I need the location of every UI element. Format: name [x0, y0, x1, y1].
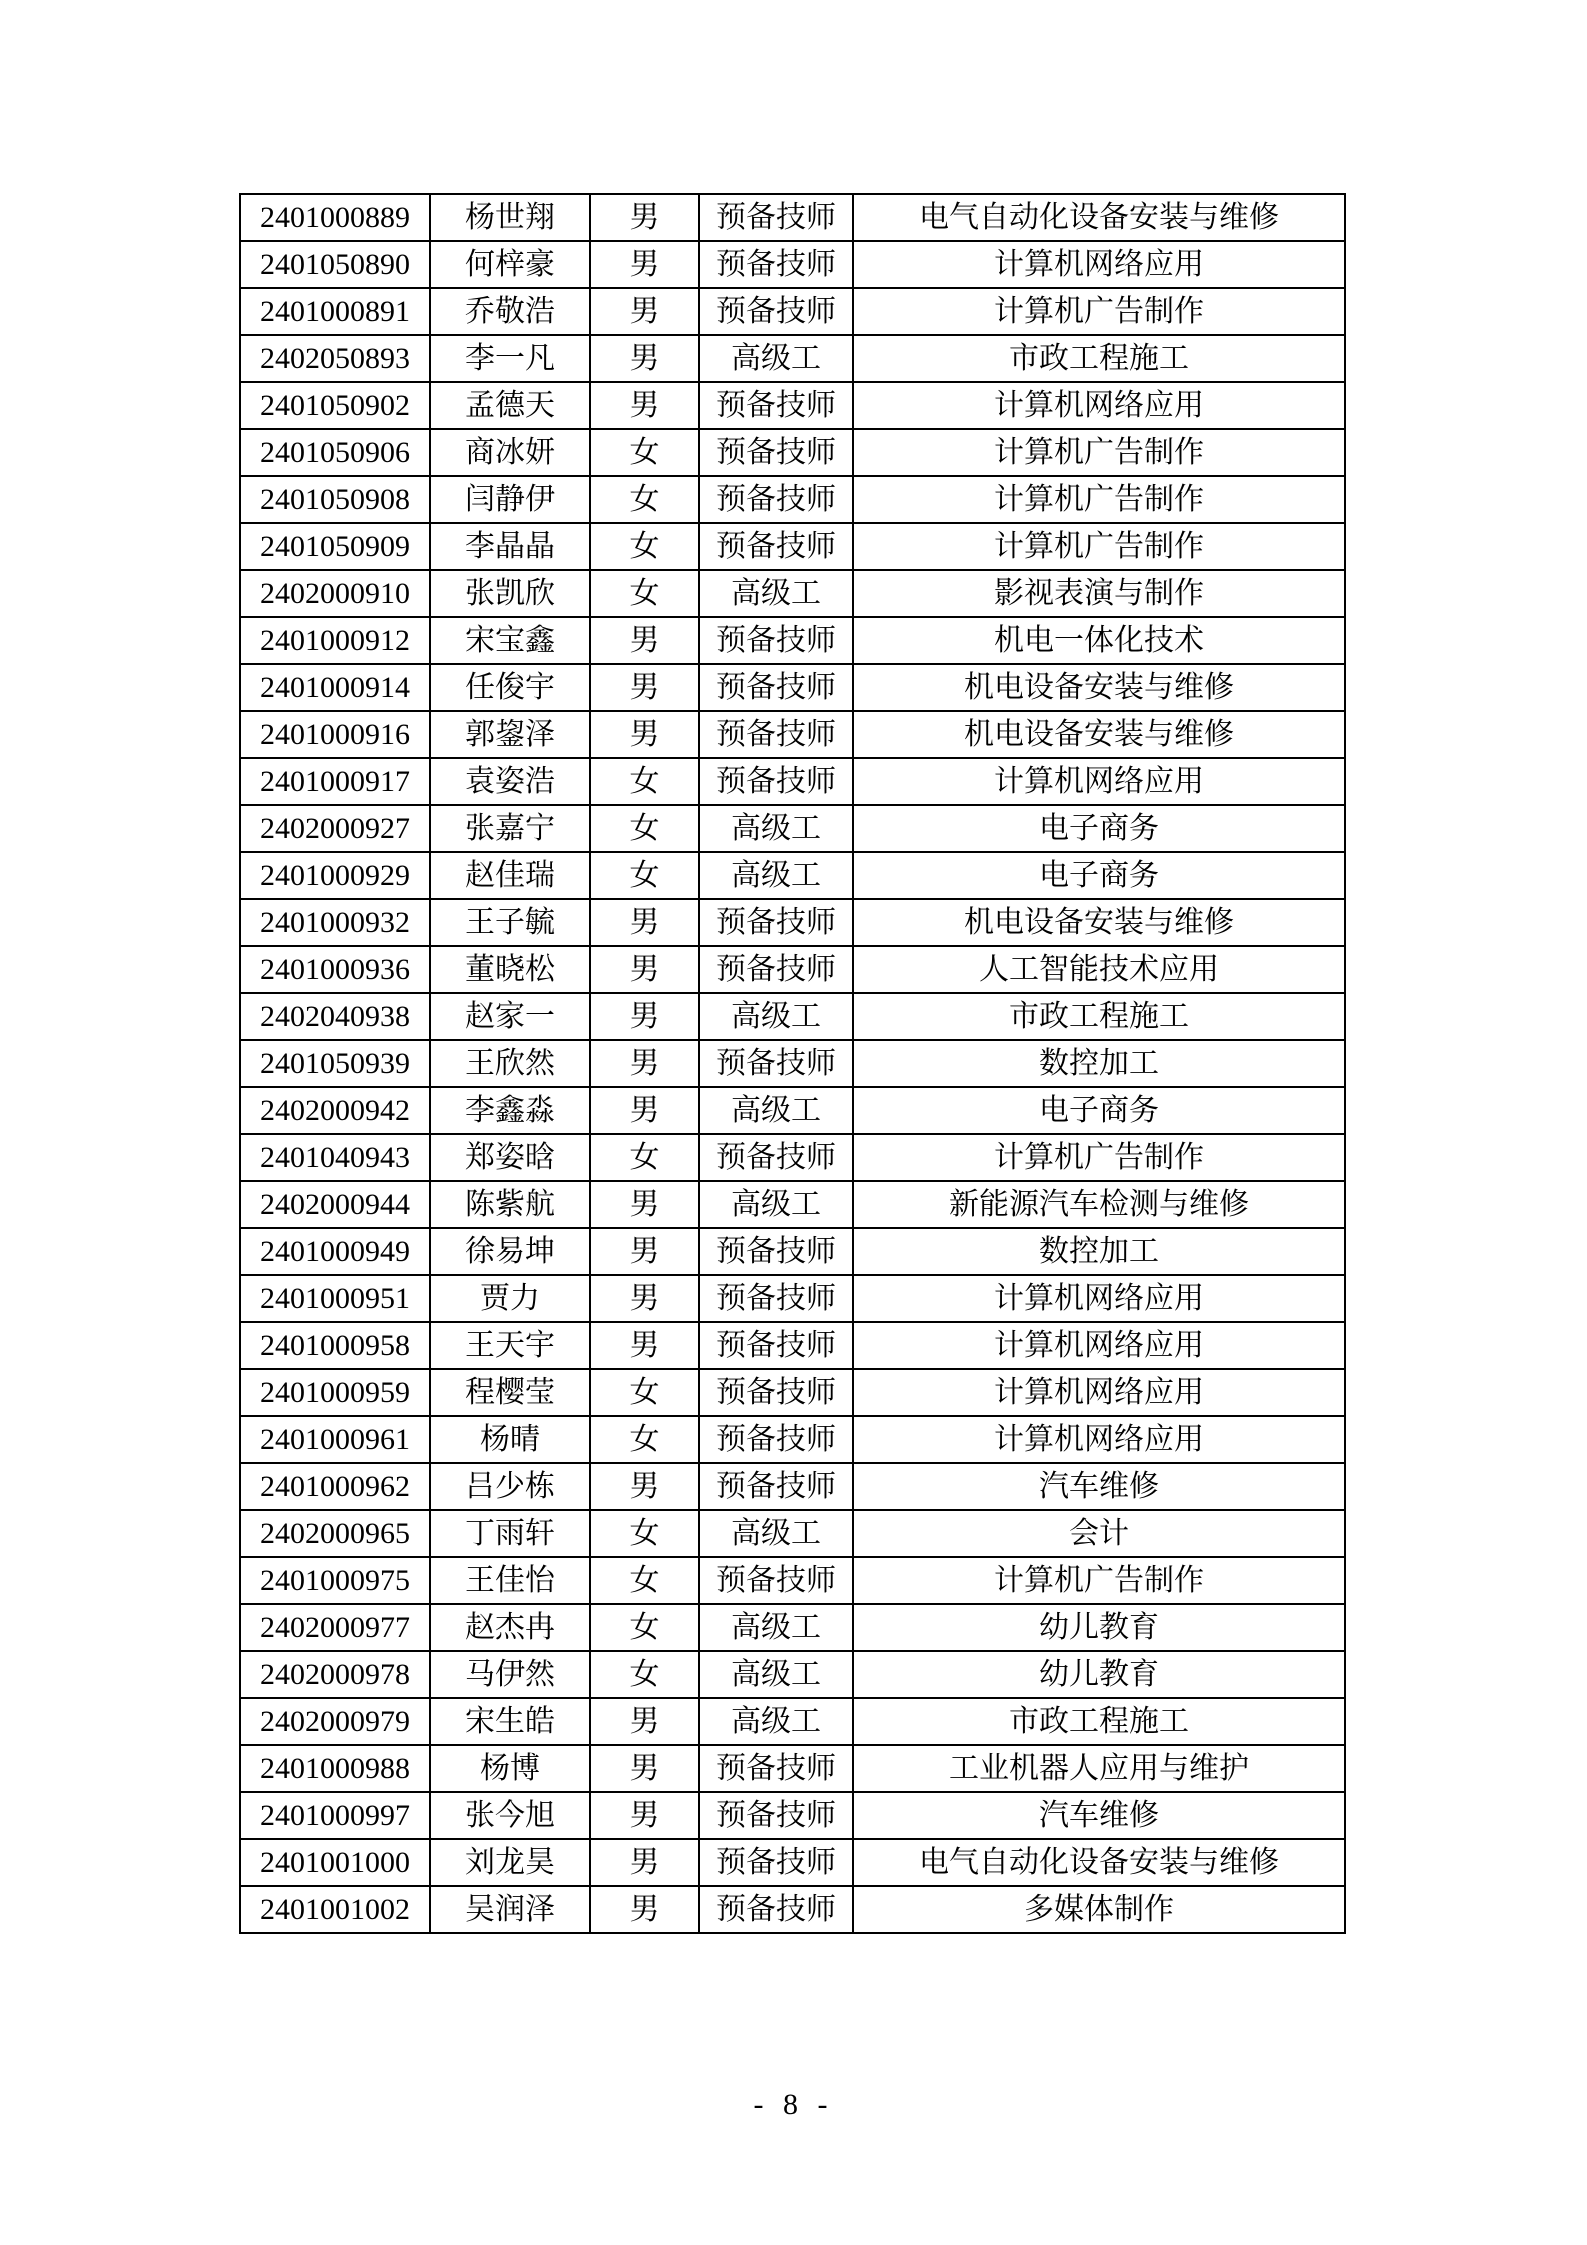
cell-name: 吴润泽: [430, 1886, 590, 1933]
cell-student_id: 2401000949: [240, 1228, 430, 1275]
cell-level: 高级工: [699, 852, 853, 899]
cell-student_id: 2402040938: [240, 993, 430, 1040]
cell-student_id: 2402000965: [240, 1510, 430, 1557]
cell-major: 数控加工: [853, 1228, 1345, 1275]
cell-level: 预备技师: [699, 1322, 853, 1369]
cell-name: 董晓松: [430, 946, 590, 993]
cell-name: 孟德天: [430, 382, 590, 429]
cell-student_id: 2402000942: [240, 1087, 430, 1134]
cell-student_id: 2401000975: [240, 1557, 430, 1604]
cell-level: 预备技师: [699, 1228, 853, 1275]
cell-major: 计算机网络应用: [853, 1369, 1345, 1416]
table-row: [240, 194, 1345, 241]
cell-student_id: 2401000958: [240, 1322, 430, 1369]
cell-name: 李鑫淼: [430, 1087, 590, 1134]
cell-gender: 男: [590, 993, 699, 1040]
cell-level: 预备技师: [699, 1416, 853, 1463]
cell-name: 何梓豪: [430, 241, 590, 288]
cell-level: 预备技师: [699, 1557, 853, 1604]
cell-gender: 男: [590, 1087, 699, 1134]
cell-name: 杨世翔: [430, 194, 590, 241]
cell-gender: 男: [590, 1040, 699, 1087]
cell-student_id: 2401050906: [240, 429, 430, 476]
cell-name: 杨博: [430, 1745, 590, 1792]
table-row: [240, 1040, 1345, 1087]
cell-gender: 男: [590, 335, 699, 382]
student-table-body: [240, 194, 1345, 1933]
cell-name: 王欣然: [430, 1040, 590, 1087]
cell-major: 计算机网络应用: [853, 1322, 1345, 1369]
table-row: [240, 1839, 1345, 1886]
table-row: [240, 288, 1345, 335]
cell-major: 人工智能技术应用: [853, 946, 1345, 993]
cell-name: 张今旭: [430, 1792, 590, 1839]
cell-gender: 男: [590, 899, 699, 946]
table-row: [240, 805, 1345, 852]
cell-gender: 女: [590, 1604, 699, 1651]
cell-student_id: 2401000916: [240, 711, 430, 758]
cell-level: 高级工: [699, 1087, 853, 1134]
cell-major: 市政工程施工: [853, 335, 1345, 382]
cell-name: 贾力: [430, 1275, 590, 1322]
cell-name: 乔敬浩: [430, 288, 590, 335]
cell-level: 预备技师: [699, 382, 853, 429]
cell-name: 张凯欣: [430, 570, 590, 617]
cell-level: 预备技师: [699, 711, 853, 758]
cell-major: 工业机器人应用与维护: [853, 1745, 1345, 1792]
cell-name: 宋宝鑫: [430, 617, 590, 664]
cell-student_id: 2401000961: [240, 1416, 430, 1463]
table-row: [240, 1510, 1345, 1557]
cell-student_id: 2401000914: [240, 664, 430, 711]
cell-name: 商冰妍: [430, 429, 590, 476]
table-row: [240, 523, 1345, 570]
cell-level: 预备技师: [699, 1463, 853, 1510]
cell-level: 预备技师: [699, 758, 853, 805]
cell-major: 电气自动化设备安装与维修: [853, 1839, 1345, 1886]
cell-level: 预备技师: [699, 194, 853, 241]
cell-student_id: 2401050939: [240, 1040, 430, 1087]
cell-name: 杨晴: [430, 1416, 590, 1463]
cell-name: 李晶晶: [430, 523, 590, 570]
cell-level: 预备技师: [699, 288, 853, 335]
table-row: [240, 664, 1345, 711]
cell-level: 预备技师: [699, 664, 853, 711]
cell-level: 预备技师: [699, 946, 853, 993]
cell-gender: 男: [590, 946, 699, 993]
table-row: [240, 1181, 1345, 1228]
cell-student_id: 2401001000: [240, 1839, 430, 1886]
table-row: [240, 1322, 1345, 1369]
cell-level: 预备技师: [699, 1040, 853, 1087]
cell-level: 预备技师: [699, 476, 853, 523]
cell-level: 高级工: [699, 805, 853, 852]
cell-major: 幼儿教育: [853, 1651, 1345, 1698]
cell-major: 新能源汽车检测与维修: [853, 1181, 1345, 1228]
cell-student_id: 2402000979: [240, 1698, 430, 1745]
table-row: [240, 993, 1345, 1040]
cell-name: 赵家一: [430, 993, 590, 1040]
cell-major: 汽车维修: [853, 1463, 1345, 1510]
cell-major: 幼儿教育: [853, 1604, 1345, 1651]
cell-major: 数控加工: [853, 1040, 1345, 1087]
cell-gender: 男: [590, 1275, 699, 1322]
cell-gender: 男: [590, 194, 699, 241]
table-row: [240, 476, 1345, 523]
cell-name: 闫静伊: [430, 476, 590, 523]
cell-major: 机电设备安装与维修: [853, 664, 1345, 711]
cell-gender: 女: [590, 852, 699, 899]
cell-gender: 男: [590, 711, 699, 758]
cell-major: 会计: [853, 1510, 1345, 1557]
cell-gender: 男: [590, 1698, 699, 1745]
cell-name: 赵杰冉: [430, 1604, 590, 1651]
table-row: [240, 899, 1345, 946]
table-row: [240, 1792, 1345, 1839]
table-row: [240, 1275, 1345, 1322]
cell-major: 计算机广告制作: [853, 476, 1345, 523]
cell-gender: 女: [590, 429, 699, 476]
table-row: [240, 1134, 1345, 1181]
cell-name: 张嘉宁: [430, 805, 590, 852]
cell-student_id: 2401000929: [240, 852, 430, 899]
cell-major: 机电一体化技术: [853, 617, 1345, 664]
cell-major: 电气自动化设备安装与维修: [853, 194, 1345, 241]
student-table: [239, 193, 1346, 1934]
cell-student_id: 2401050902: [240, 382, 430, 429]
cell-level: 预备技师: [699, 241, 853, 288]
cell-level: 预备技师: [699, 1369, 853, 1416]
cell-gender: 男: [590, 288, 699, 335]
table-row: [240, 1745, 1345, 1792]
table-row: [240, 1463, 1345, 1510]
cell-major: 计算机广告制作: [853, 1557, 1345, 1604]
cell-name: 丁雨轩: [430, 1510, 590, 1557]
cell-student_id: 2402050893: [240, 335, 430, 382]
cell-major: 电子商务: [853, 1087, 1345, 1134]
cell-level: 高级工: [699, 1698, 853, 1745]
cell-level: 高级工: [699, 993, 853, 1040]
cell-level: 预备技师: [699, 1886, 853, 1933]
cell-level: 预备技师: [699, 1792, 853, 1839]
cell-name: 吕少栋: [430, 1463, 590, 1510]
cell-level: 预备技师: [699, 1134, 853, 1181]
cell-gender: 男: [590, 1463, 699, 1510]
cell-level: 预备技师: [699, 429, 853, 476]
cell-major: 计算机网络应用: [853, 1275, 1345, 1322]
cell-level: 高级工: [699, 1604, 853, 1651]
table-row: [240, 1698, 1345, 1745]
cell-gender: 男: [590, 382, 699, 429]
cell-major: 计算机广告制作: [853, 523, 1345, 570]
table-row: [240, 1651, 1345, 1698]
cell-name: 王天宇: [430, 1322, 590, 1369]
cell-major: 市政工程施工: [853, 993, 1345, 1040]
table-row: [240, 758, 1345, 805]
cell-gender: 男: [590, 1792, 699, 1839]
cell-level: 高级工: [699, 570, 853, 617]
cell-gender: 女: [590, 1510, 699, 1557]
cell-student_id: 2401050908: [240, 476, 430, 523]
table-row: [240, 946, 1345, 993]
cell-level: 高级工: [699, 1651, 853, 1698]
cell-gender: 男: [590, 1181, 699, 1228]
table-row: [240, 711, 1345, 758]
table-row: [240, 1604, 1345, 1651]
cell-major: 市政工程施工: [853, 1698, 1345, 1745]
cell-student_id: 2402000944: [240, 1181, 430, 1228]
table-row: [240, 1228, 1345, 1275]
cell-gender: 女: [590, 1134, 699, 1181]
cell-student_id: 2401050909: [240, 523, 430, 570]
cell-major: 机电设备安装与维修: [853, 899, 1345, 946]
cell-name: 李一凡: [430, 335, 590, 382]
cell-gender: 男: [590, 1839, 699, 1886]
cell-major: 计算机网络应用: [853, 758, 1345, 805]
cell-major: 计算机广告制作: [853, 429, 1345, 476]
cell-gender: 男: [590, 1745, 699, 1792]
table-row: [240, 335, 1345, 382]
cell-student_id: 2401000891: [240, 288, 430, 335]
cell-student_id: 2402000927: [240, 805, 430, 852]
cell-major: 计算机网络应用: [853, 382, 1345, 429]
cell-student_id: 2402000910: [240, 570, 430, 617]
cell-student_id: 2401000959: [240, 1369, 430, 1416]
cell-level: 预备技师: [699, 617, 853, 664]
table-row: [240, 1557, 1345, 1604]
cell-name: 袁姿浩: [430, 758, 590, 805]
cell-student_id: 2401001002: [240, 1886, 430, 1933]
cell-major: 计算机网络应用: [853, 241, 1345, 288]
cell-gender: 女: [590, 1416, 699, 1463]
cell-name: 徐易坤: [430, 1228, 590, 1275]
cell-gender: 女: [590, 476, 699, 523]
cell-level: 预备技师: [699, 523, 853, 570]
cell-major: 汽车维修: [853, 1792, 1345, 1839]
cell-student_id: 2401040943: [240, 1134, 430, 1181]
cell-name: 刘龙昊: [430, 1839, 590, 1886]
cell-gender: 男: [590, 617, 699, 664]
cell-name: 程樱莹: [430, 1369, 590, 1416]
cell-level: 高级工: [699, 1181, 853, 1228]
cell-name: 郭鋆泽: [430, 711, 590, 758]
cell-name: 任俊宇: [430, 664, 590, 711]
cell-gender: 女: [590, 758, 699, 805]
cell-name: 王子毓: [430, 899, 590, 946]
table-row: [240, 382, 1345, 429]
cell-name: 赵佳瑞: [430, 852, 590, 899]
cell-student_id: 2401000962: [240, 1463, 430, 1510]
cell-gender: 女: [590, 1557, 699, 1604]
cell-gender: 男: [590, 1228, 699, 1275]
cell-major: 机电设备安装与维修: [853, 711, 1345, 758]
table-row: [240, 570, 1345, 617]
cell-name: 王佳怡: [430, 1557, 590, 1604]
table-row: [240, 1416, 1345, 1463]
cell-student_id: 2401000951: [240, 1275, 430, 1322]
cell-gender: 女: [590, 805, 699, 852]
cell-major: 计算机广告制作: [853, 1134, 1345, 1181]
table-row: [240, 1369, 1345, 1416]
cell-major: 影视表演与制作: [853, 570, 1345, 617]
cell-gender: 男: [590, 1322, 699, 1369]
table-row: [240, 1886, 1345, 1933]
table-row: [240, 852, 1345, 899]
cell-level: 预备技师: [699, 899, 853, 946]
cell-name: 宋生皓: [430, 1698, 590, 1745]
cell-student_id: 2401000932: [240, 899, 430, 946]
cell-student_id: 2401000988: [240, 1745, 430, 1792]
cell-gender: 男: [590, 1886, 699, 1933]
cell-student_id: 2401050890: [240, 241, 430, 288]
table-row: [240, 1087, 1345, 1134]
cell-major: 电子商务: [853, 852, 1345, 899]
cell-name: 马伊然: [430, 1651, 590, 1698]
cell-major: 电子商务: [853, 805, 1345, 852]
table-row: [240, 429, 1345, 476]
page-number: - 8 -: [753, 2088, 834, 2121]
cell-major: 计算机网络应用: [853, 1416, 1345, 1463]
cell-gender: 男: [590, 664, 699, 711]
cell-name: 陈紫航: [430, 1181, 590, 1228]
cell-student_id: 2401000997: [240, 1792, 430, 1839]
cell-level: 预备技师: [699, 1275, 853, 1322]
cell-gender: 女: [590, 570, 699, 617]
cell-gender: 女: [590, 523, 699, 570]
cell-level: 高级工: [699, 335, 853, 382]
cell-student_id: 2401000912: [240, 617, 430, 664]
cell-gender: 女: [590, 1651, 699, 1698]
cell-student_id: 2401000936: [240, 946, 430, 993]
table-row: [240, 617, 1345, 664]
cell-level: 高级工: [699, 1510, 853, 1557]
cell-name: 郑姿晗: [430, 1134, 590, 1181]
cell-level: 预备技师: [699, 1839, 853, 1886]
cell-gender: 女: [590, 1369, 699, 1416]
cell-student_id: 2401000917: [240, 758, 430, 805]
cell-level: 预备技师: [699, 1745, 853, 1792]
cell-student_id: 2402000977: [240, 1604, 430, 1651]
table-row: [240, 241, 1345, 288]
cell-student_id: 2402000978: [240, 1651, 430, 1698]
cell-major: 多媒体制作: [853, 1886, 1345, 1933]
cell-major: 计算机广告制作: [853, 288, 1345, 335]
cell-student_id: 2401000889: [240, 194, 430, 241]
cell-gender: 男: [590, 241, 699, 288]
